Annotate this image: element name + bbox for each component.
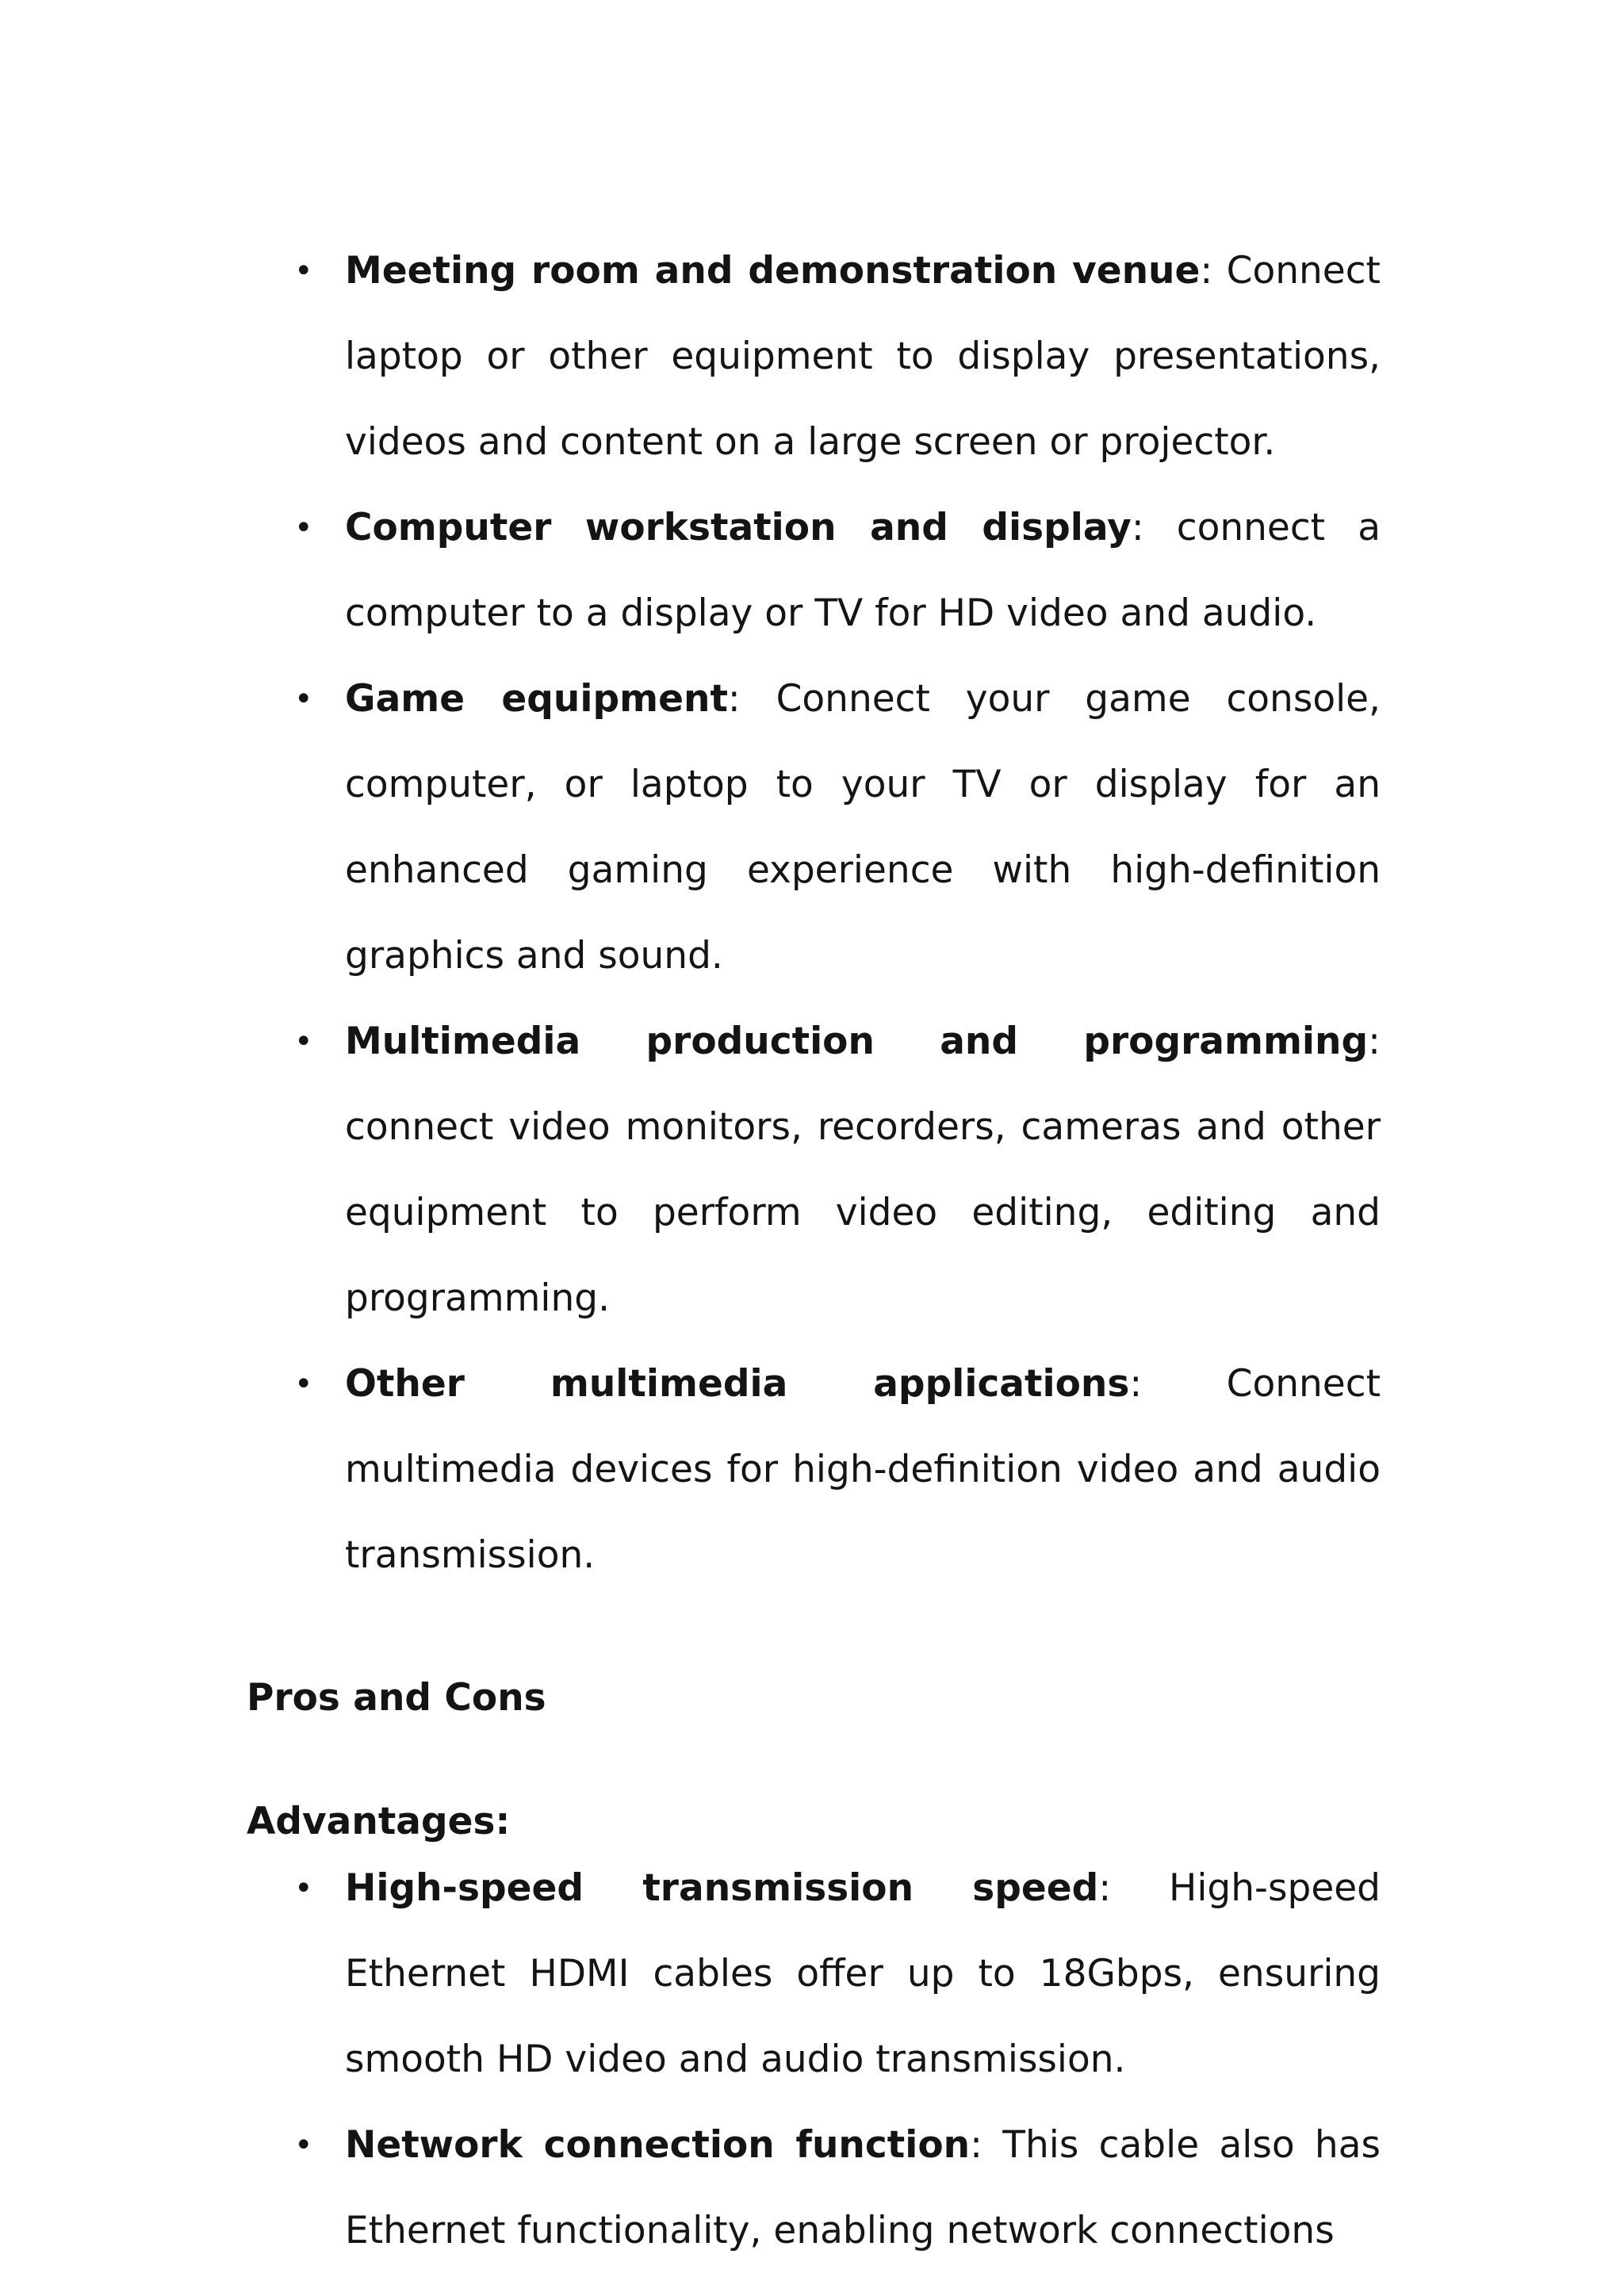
list-item [247,999,1381,1341]
list-item-term: Game equipment [345,677,728,721]
list-item [247,2103,1381,2274]
list-item-text: : connect video monitors, recorders, cameras and other equipment to perform video editing, editing and programming. [345,1020,1381,1320]
sub-heading: Advantages: [247,1800,511,1843]
list-item-term: Multimedia production and programming [345,1020,1369,1063]
bullet-icon: • [294,681,313,718]
list-item-term: Computer workstation and display [345,506,1132,549]
list-item-text: : Connect your game console, computer, or laptop to your TV or display for an enhanced gaming experience with high-definition graphics and sound. [345,677,1381,978]
uses-list [247,228,1381,1598]
list-item-term: Meeting room and demonstration venue [345,249,1201,293]
advantages-list [247,1846,1381,2274]
document-body [247,228,1381,2274]
list-item [247,656,1381,999]
list-item [247,485,1381,656]
bullet-icon: • [294,2127,313,2164]
section-heading: Pros and Cons [247,1676,546,1720]
list-item-term: Other multimedia applications [345,1362,1130,1406]
bullet-icon: • [294,1024,313,1060]
list-item-term: High-speed transmission speed [345,1866,1099,1910]
bullet-icon: • [294,253,313,289]
list-item [247,1846,1381,2103]
list-item-text: : Connect laptop or other equipment to display presentations, videos and content on a large screen or projector. [345,249,1381,464]
bullet-icon: • [294,1870,313,1907]
list-item [247,1341,1381,1598]
list-item-text: : connect a computer to a display or TV for HD video and audio. [345,506,1381,635]
list-item-text: : Connect multimedia devices for high-definition video and audio transmission. [345,1362,1381,1577]
list-item-text: : This cable also has Ethernet functionality, enabling network connections [345,2123,1381,2252]
list-item-text: : High-speed Ethernet HDMI cables offer up to 18Gbps, ensuring smooth HD video and audio transmission. [345,1866,1381,2081]
list-item-term: Network connection function [345,2123,971,2167]
list-item [247,228,1381,485]
bullet-icon: • [294,1366,313,1402]
bullet-icon: • [294,510,313,546]
